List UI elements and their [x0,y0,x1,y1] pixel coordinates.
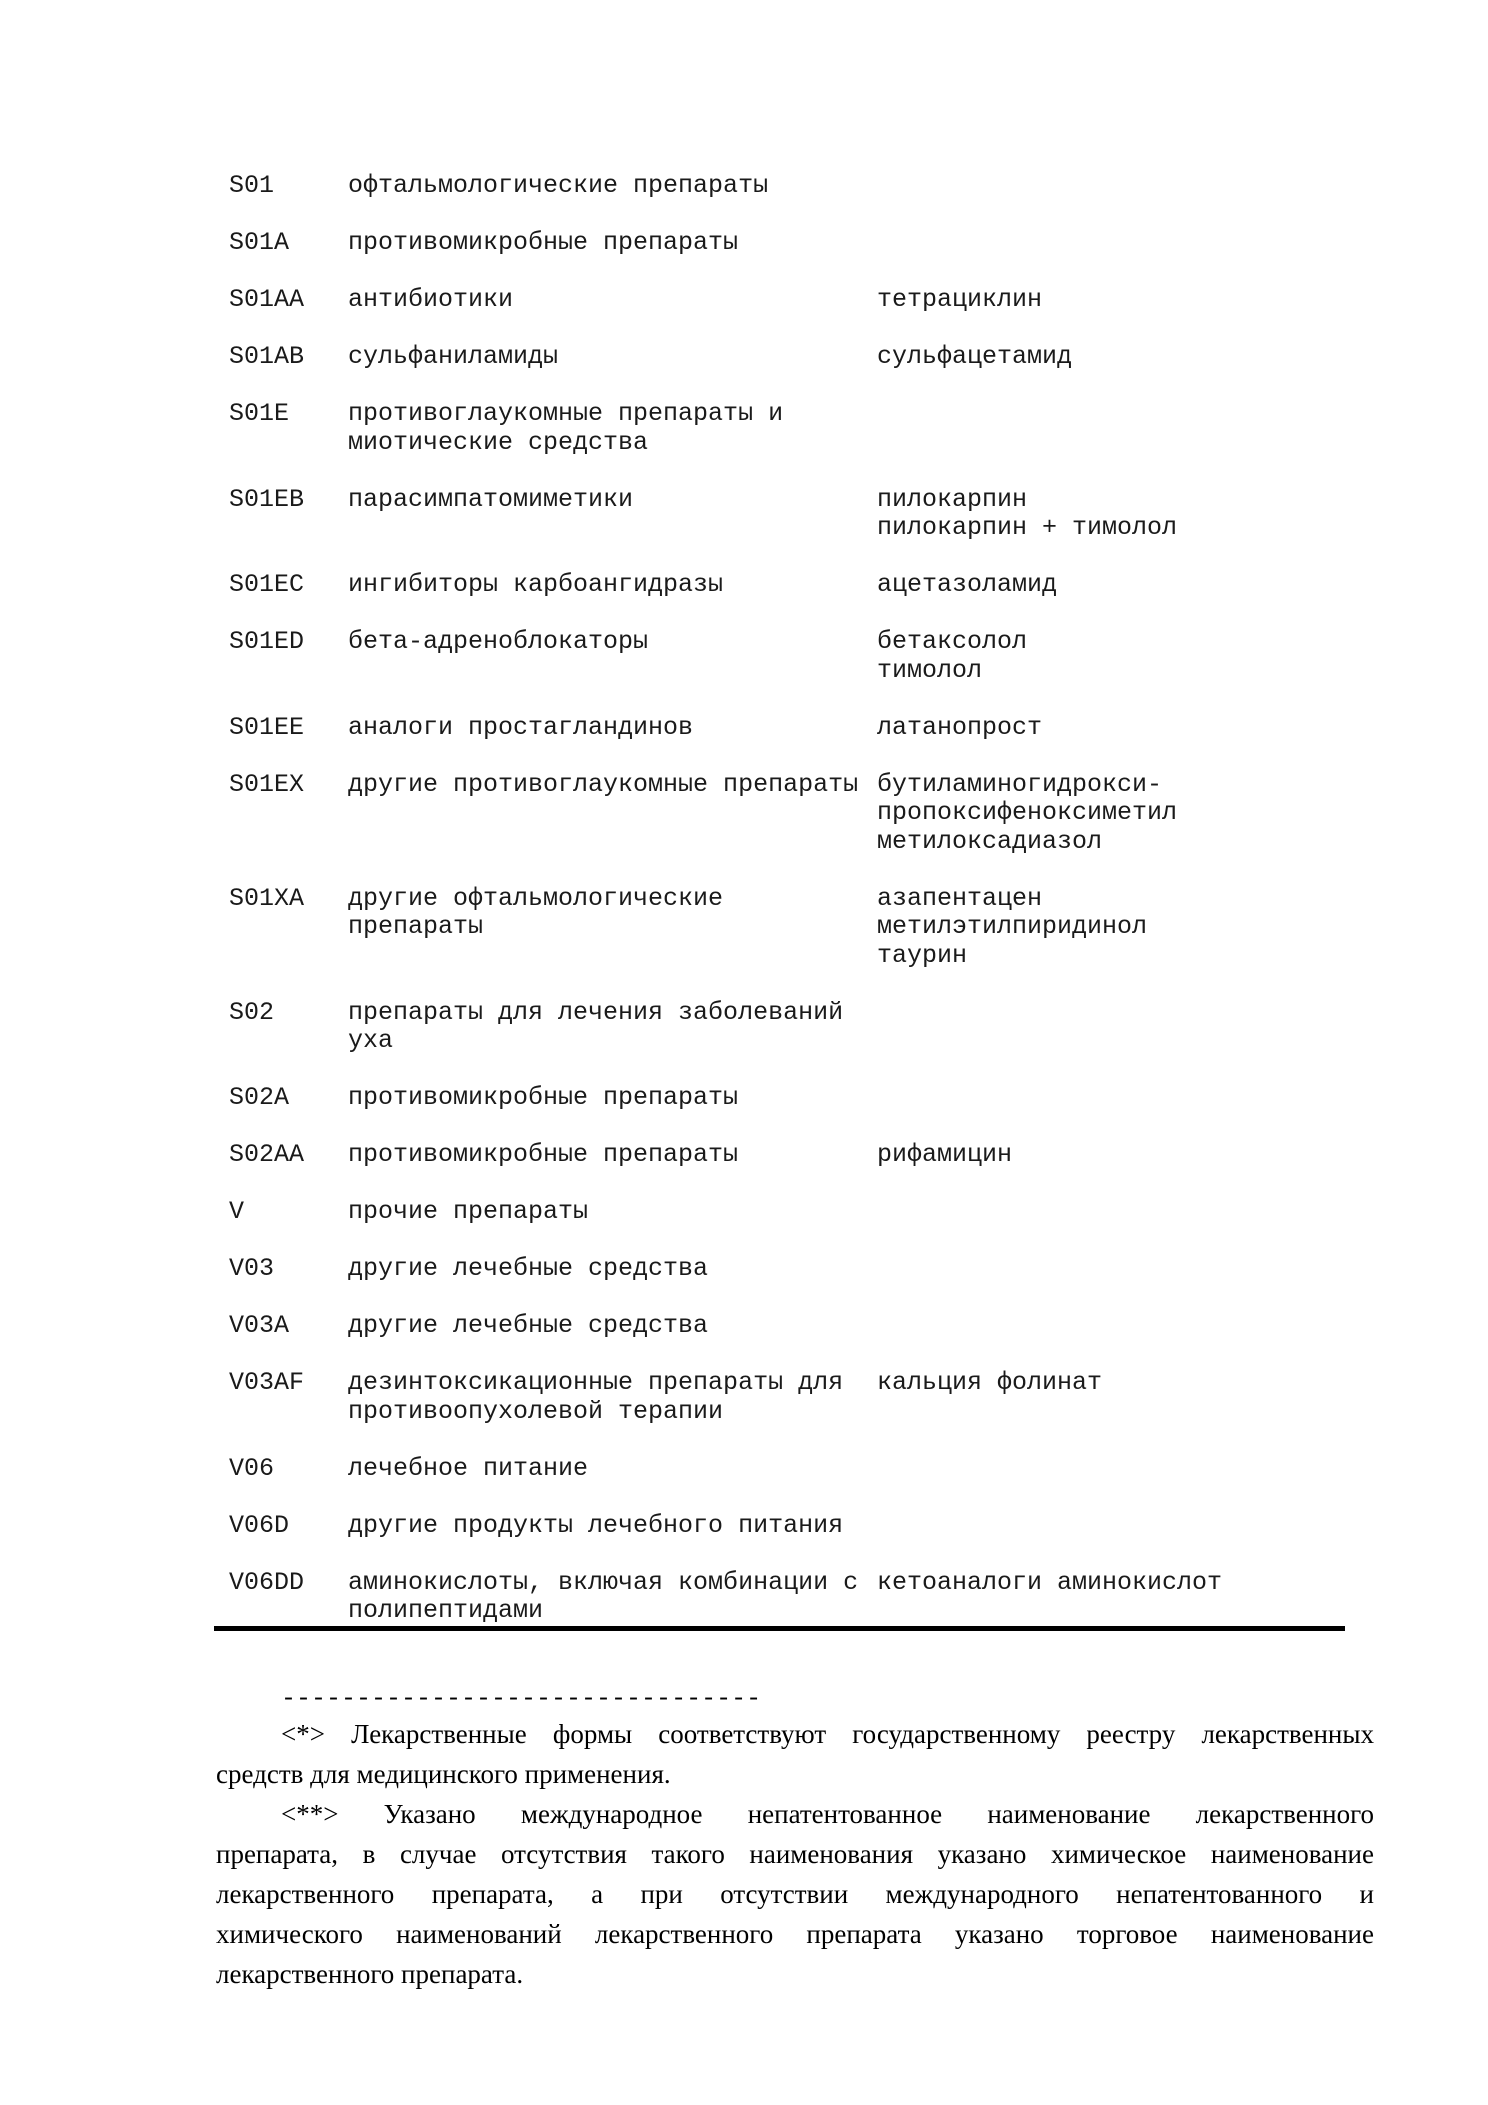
footnote-line: лекарственного препарата, а при отсутствии международного непатентованного и [216,1879,1374,1909]
code-cell [229,229,348,258]
description-cell [348,486,877,543]
table-row [229,1369,1369,1426]
atc-code: S01 [229,171,275,200]
atc-code: S01AB [229,342,305,371]
table-row [229,486,1369,543]
drugs-cell [877,885,1369,971]
text-line: противомикробные препараты [348,1140,739,1169]
drugs-cell [877,172,1369,201]
table-row [229,1084,1369,1113]
code-cell [229,1369,348,1426]
table-row [229,714,1369,743]
drugs-cell [877,1512,1369,1541]
description-cell [348,1084,877,1113]
description-cell [348,1569,877,1626]
atc-code: V06D [229,1510,290,1540]
text-line: миотические средства [348,427,649,457]
text-line: сульфацетамид [877,342,1073,371]
table-row [229,172,1369,201]
table-row [229,1255,1369,1284]
drugs-cell [877,1369,1369,1426]
drugs-cell [877,400,1369,457]
atc-code: S02A [229,1083,290,1112]
footnote-paragraph [216,1714,1374,1794]
footnote-line: лекарственного препарата. [216,1959,524,1989]
text-line: сульфаниламиды [348,342,559,371]
text-line: тетрациклин [877,285,1043,314]
drugs-cell [877,1141,1369,1170]
atc-code: S01EX [229,769,305,799]
text-line: латанопрост [877,712,1043,742]
text-line: препараты [348,912,484,941]
description-cell [348,286,877,315]
atc-code: S01XA [229,883,305,913]
text-line: таурин [877,940,968,970]
code-cell [229,1569,348,1626]
text-line: тимолол [877,655,983,685]
atc-code: S01EE [229,712,305,742]
text-line: прочие препараты [348,1197,589,1226]
text-line: другие лечебные средства [348,1254,709,1283]
drugs-cell [877,628,1369,685]
table-row [229,286,1369,315]
code-cell [229,771,348,857]
footnote-line: химического наименований лекарственного препарата указано торговое наименование [216,1919,1374,1949]
description-cell [348,229,877,258]
text-line: уха [348,1026,394,1055]
description-cell [348,343,877,372]
description-cell [348,771,877,857]
drugs-cell [877,1312,1369,1341]
atc-code: V03AF [229,1368,305,1397]
code-cell [229,343,348,372]
footnote-line: препарата, в случае отсутствия такого наименования указано химическое наименование [216,1839,1374,1869]
table-row [229,1455,1369,1484]
text-line: другие офтальмологические [348,883,724,913]
text-line: противоглаукомные препараты и [348,399,784,428]
code-cell [229,999,348,1056]
atc-code: S01EB [229,484,305,514]
text-line: кетоаналоги аминокислот [877,1567,1223,1597]
description-cell [348,628,877,685]
text-line: ацетазоламид [877,570,1058,599]
code-cell [229,1141,348,1170]
text-line: парасимпатомиметики [348,484,634,514]
drugs-cell [877,486,1369,543]
table-row [229,885,1369,971]
table-bottom-rule [214,1626,1345,1631]
code-cell [229,714,348,743]
code-cell [229,172,348,201]
text-line: пилокарпин + тимолол [877,513,1178,542]
text-line: другие продукты лечебного питания [348,1510,844,1540]
description-cell [348,172,877,201]
footnote-paragraphs [216,1714,1374,1994]
code-cell [229,1198,348,1227]
code-cell [229,571,348,600]
description-cell [348,1255,877,1284]
description-cell [348,1312,877,1341]
atc-code: V03 [229,1254,275,1283]
drugs-cell [877,343,1369,372]
text-line: пропоксифеноксиметил [877,798,1178,827]
text-line: другие противоглаукомные препараты [348,769,859,799]
footnote-paragraph [216,1794,1374,1994]
text-line: препараты для лечения заболеваний [348,997,844,1027]
text-line: рифамицин [877,1140,1013,1169]
text-line: бетаксолол [877,627,1028,656]
description-cell [348,400,877,457]
text-line: противомикробные препараты [348,1083,739,1112]
drugs-cell [877,571,1369,600]
footnote-line: <*> Лекарственные формы соответствуют государственному реестру лекарственных [281,1719,1374,1749]
drugs-cell [877,229,1369,258]
description-cell [348,1198,877,1227]
atc-code: V [229,1197,245,1226]
text-line: пилокарпин [877,484,1028,514]
table-row [229,343,1369,372]
atc-code: S01ED [229,627,305,656]
table-row [229,1312,1369,1341]
atc-code: S01A [229,228,290,257]
footnote-block [216,1684,1374,1994]
atc-code: S02AA [229,1140,305,1169]
atc-code: V03A [229,1311,290,1340]
drugs-cell [877,1569,1369,1626]
table-row [229,771,1369,857]
drugs-cell [877,1084,1369,1113]
atc-code: S02 [229,997,275,1027]
atc-code: V06DD [229,1567,305,1597]
text-line: азапентацен [877,883,1043,913]
drugs-cell [877,286,1369,315]
table-row [229,1141,1369,1170]
text-line: противоопухолевой терапии [348,1396,724,1426]
code-cell [229,486,348,543]
atc-code: S01AA [229,285,305,314]
footnote-line: <**> Указано международное непатентованное наименование лекарственного [281,1799,1374,1829]
text-line: бета-адреноблокаторы [348,627,649,656]
text-line: аминокислоты, включая комбинации с [348,1567,859,1597]
description-cell [348,1512,877,1541]
description-cell [348,571,877,600]
description-cell [348,714,877,743]
code-cell [229,286,348,315]
table-row [229,628,1369,685]
text-line: офтальмологические препараты [348,171,769,200]
footnote-separator: -------------------------------- [281,1684,762,1713]
atc-classification-table [229,172,1369,1626]
atc-code: S01E [229,399,290,428]
table-row [229,1512,1369,1541]
table-row [229,1569,1369,1626]
footnote-line: средств для медицинского применения. [216,1759,671,1789]
description-cell [348,1455,877,1484]
code-cell [229,885,348,971]
atc-code: V06 [229,1453,275,1483]
code-cell [229,1312,348,1341]
description-cell [348,1369,877,1426]
drugs-cell [877,1455,1369,1484]
drugs-cell [877,999,1369,1056]
code-cell [229,1512,348,1541]
description-cell [348,885,877,971]
drugs-cell [877,1255,1369,1284]
text-line: противомикробные препараты [348,228,739,257]
code-cell [229,1084,348,1113]
drugs-cell [877,1198,1369,1227]
code-cell [229,1255,348,1284]
atc-code: S01EC [229,570,305,599]
text-line: лечебное питание [348,1453,589,1483]
text-line: дезинтоксикационные препараты для [348,1368,844,1397]
text-line: метилоксадиазол [877,826,1103,856]
text-line: полипептидами [348,1596,544,1625]
description-cell [348,1141,877,1170]
code-cell [229,400,348,457]
text-line: аналоги простагландинов [348,712,694,742]
drugs-cell [877,771,1369,857]
code-cell [229,1455,348,1484]
text-line: ингибиторы карбоангидразы [348,570,724,599]
description-cell [348,999,877,1056]
drugs-cell [877,714,1369,743]
text-line: антибиотики [348,285,514,314]
text-line: другие лечебные средства [348,1311,709,1340]
table-row [229,571,1369,600]
table-row [229,1198,1369,1227]
text-line: бутиламиногидрокси- [877,769,1163,799]
table-row [229,999,1369,1056]
table-row [229,229,1369,258]
table-row [229,400,1369,457]
code-cell [229,628,348,685]
text-line: кальция фолинат [877,1368,1103,1397]
text-line: метилэтилпиридинол [877,912,1148,941]
